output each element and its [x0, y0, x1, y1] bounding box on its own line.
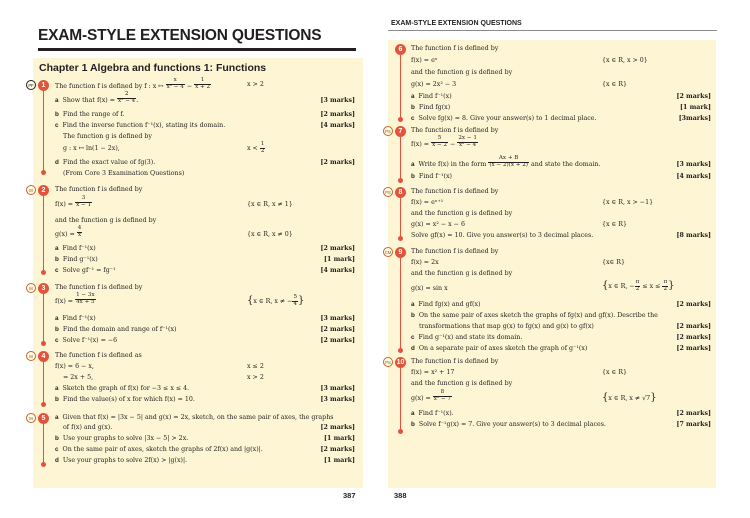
domain-condition: {x ∈ R, x > −1}	[602, 199, 654, 206]
question-line	[400, 198, 401, 238]
marks: [2 marks]	[676, 301, 711, 308]
domain-condition: {x ∈ R, x ≠ 1}	[247, 201, 293, 208]
part-b: b Find f⁻¹(x)	[411, 173, 452, 180]
marks: [2 marks]	[320, 446, 355, 453]
definition-intro: and the function g is defined by	[411, 270, 513, 277]
question-line-end	[398, 178, 403, 183]
modelling-tag-icon: M	[26, 351, 36, 361]
question-line	[400, 368, 401, 431]
part-a-cont: of f(x) and g(x).	[63, 424, 113, 431]
marks: [8 marks]	[676, 232, 711, 239]
marks: [2 marks]	[320, 111, 355, 118]
domain-condition: {x ∈ R, x > 0}	[602, 57, 648, 64]
problem-solving-tag-icon: PS	[383, 357, 393, 367]
definition-g: g(x) = x² − x − 6	[411, 221, 465, 228]
definition-f: f(x) = eˣ⁺¹	[411, 199, 444, 206]
definition-g: g(x) = sin x	[411, 285, 448, 292]
question-stem: The function f is defined by	[411, 45, 499, 52]
question-line-end	[398, 236, 403, 241]
part-b: b Find fg(x)	[411, 104, 451, 111]
source-note: (From Core 3 Examination Questions)	[63, 170, 185, 177]
communication-tag-icon: CM	[383, 247, 393, 257]
part-a: a Find f⁻¹(x)	[55, 315, 96, 322]
definition-f: f(x) = eˣ	[411, 57, 438, 64]
marks: [3 marks]	[320, 97, 355, 104]
definition-g: g(x) = $\frac{8}{\text{x² − 7}}$	[411, 389, 451, 402]
marks: [2 marks]	[320, 159, 355, 166]
part-a: a Show that f(x) = $\frac{2}{\text{x² − 4}}$ .	[55, 91, 139, 104]
page-number: 387	[343, 491, 356, 500]
marks: [2 marks]	[676, 323, 711, 330]
marks: [2 marks]	[676, 93, 711, 100]
definition-g: g(x) = 2x² − 3	[411, 81, 457, 88]
part-d: d Find the exact value of fg(3).	[55, 159, 156, 166]
part-b: b Find the domain and range of f⁻¹(x)	[55, 326, 177, 333]
domain-condition: {x ∈ R, − $\frac{\pi}{2}$ ≤ x ≤ $\frac{\pi}{2}$ }	[602, 279, 675, 292]
part-c: c Find g⁻¹(x) and state its domain.	[411, 334, 523, 341]
part-c: c Find the inverse function f⁻¹(x), stating its domain.	[55, 122, 226, 129]
part-b: b Find the range of f.	[55, 111, 125, 118]
question-stem: The function f is defined as	[55, 352, 142, 359]
part-d: d On a separate pair of axes sketch the graph of g⁻¹(x)	[411, 345, 588, 352]
running-header: EXAM-STYLE EXTENSION QUESTIONS	[391, 20, 522, 27]
marks: [3 marks]	[676, 161, 711, 168]
header-divider	[388, 30, 717, 31]
marks: [3 marks]	[320, 396, 355, 403]
part-c: c Solve fg(x) = 8. Give your answer(s) to 1 decimal place.	[411, 115, 597, 122]
marks: [4 marks]	[320, 267, 355, 274]
marks: [4 marks]	[320, 122, 355, 129]
modelling-tag-icon: M	[26, 283, 36, 293]
domain-condition: {x ∈ R}	[602, 221, 627, 228]
problem-solving-tag-icon: PS	[383, 187, 393, 197]
question-task: Solve gf(x) = 10. Give you answer(s) to 3 decimal places.	[411, 232, 594, 239]
domain-condition: x > 2	[247, 374, 264, 381]
question-number: 7	[395, 126, 406, 137]
marks: [2 marks]	[676, 345, 711, 352]
part-a: a Find fg(x) and gf(x)	[411, 301, 481, 308]
marks: [2 marks]	[676, 410, 711, 417]
part-a: a Find f⁻¹(x).	[411, 410, 454, 417]
marks: [2 marks]	[676, 334, 711, 341]
domain-condition: x > 2	[247, 81, 264, 88]
question-line-end	[398, 429, 403, 434]
part-b: b Find the value(s) of x for which f(x) = 10.	[55, 396, 195, 403]
definition-g: g : x ↦ ln(1 − 2x),	[63, 145, 120, 152]
problem-solving-tag-icon: PS	[383, 126, 393, 136]
part-d: d Use your graphs to solve 2f(x) > |g(x)|.	[55, 457, 188, 464]
marks: [3 marks]	[320, 315, 355, 322]
modelling-tag-icon: M	[26, 185, 36, 195]
domain-condition: x ≤ 2	[247, 363, 264, 370]
marks: [3 marks]	[320, 385, 355, 392]
part-b: b Solve f⁻¹g(x) = 7. Give your answer(s) to 3 decimal places.	[411, 421, 606, 428]
question-line	[400, 55, 401, 119]
part-c: c Solve gf⁻¹ = fg⁻¹	[55, 267, 116, 274]
question-stem: The function f is defined by f : x ↦ $\frac{x}{\text{x² − 4}}$ − $\frac{1}{x + 2}$	[55, 77, 211, 90]
part-b-cont: transformations that map g(x) to fg(x) and g(x) to gf(x)	[419, 323, 594, 330]
part-b: b Find g⁻¹(x)	[55, 256, 98, 263]
question-stem: The function f is defined by	[55, 186, 143, 193]
question-stem: The function f is defined by	[55, 284, 143, 291]
question-stem: The function f is defined by	[411, 248, 499, 255]
proof-tag-icon: PF	[26, 80, 36, 90]
marks: [1 mark]	[324, 457, 355, 464]
question-number: 6	[395, 44, 406, 55]
marks: [1 mark]	[324, 435, 355, 442]
definition-intro: and the function g is defined by	[411, 380, 513, 387]
question-stem: The function f is defined by	[411, 188, 499, 195]
part-b: b On the same pair of axes sketch the graphs of fg(x) and gf(x). Describe the	[411, 312, 658, 319]
definition-f: f(x) = $\frac{1 - 3x}{4x + 5}$	[55, 292, 95, 305]
part-c: c On the same pair of axes, sketch the graphs of 2f(x) and |g(x)|.	[55, 446, 263, 453]
definition-intro: and the function g is defined by	[55, 217, 157, 224]
domain-condition: {x ∈ R}	[602, 81, 627, 88]
page-title: EXAM-STYLE EXTENSION QUESTIONS	[38, 27, 322, 44]
domain-condition: {x ∈ R, x ≠ − $\frac{5}{4}$ }	[247, 294, 305, 307]
marks: [4 marks]	[676, 173, 711, 180]
question-stem: The function f is defined by	[411, 127, 499, 134]
question-line	[400, 137, 401, 180]
modelling-tag-icon: M	[26, 413, 36, 423]
marks: [2 marks]	[320, 245, 355, 252]
definition-f: f(x) = x² + 17	[411, 369, 455, 376]
definition-intro: and the function g is defined by	[411, 69, 513, 76]
marks: [2 marks]	[320, 326, 355, 333]
domain-condition: {x ∈ R, x ≠ 0}	[247, 231, 293, 238]
question-stem: The function f is defined by	[411, 358, 499, 365]
question-number: 8	[395, 187, 406, 198]
domain-condition: {x ∈ R}	[602, 369, 627, 376]
domain-condition: x < $\frac{1}{2}$	[247, 141, 265, 154]
piece-2: = 2x + 5,	[63, 374, 94, 381]
definition-g: g(x) = $\frac{4}{x}$	[55, 225, 82, 238]
chapter-title: Chapter 1 Algebra and functions 1: Functions	[39, 62, 267, 74]
part-c: c Solve f⁻¹(x) = −6	[55, 337, 118, 344]
question-line-end	[398, 117, 403, 122]
marks: [7 marks]	[676, 421, 711, 428]
question-number: 3	[38, 283, 49, 294]
marks: [2 marks]	[320, 337, 355, 344]
definition-intro: and the function g is defined by	[411, 210, 513, 217]
marks: [3marks]	[678, 115, 711, 122]
marks: [1 mark]	[680, 104, 711, 111]
domain-condition: {x ∈ R, x ≠ √7}	[602, 392, 657, 403]
definition-f: f(x) = $\frac{3}{x - 1}$	[55, 195, 92, 208]
part-a: a Find f⁻¹(x)	[55, 245, 96, 252]
part-a: a Given that f(x) = |3x − 5| and g(x) = 2x, sketch, on the same pair of axes, the graphs	[55, 414, 334, 421]
part-b: b Use your graphs to solve |3x − 5| > 2x.	[55, 435, 189, 442]
page-number: 388	[394, 491, 407, 500]
question-number: 1	[38, 80, 49, 91]
domain-condition: {x∈ R}	[602, 259, 625, 266]
definition-intro: The function g is defined by	[63, 133, 152, 140]
part-a: a Write f(x) in the form $\frac{Ax + B}{(x - 2)(x + 2)}$ and state the domain.	[411, 155, 601, 168]
marks: [2 marks]	[320, 424, 355, 431]
piece-1: f(x) = 6 − x,	[55, 363, 94, 370]
question-number: 5	[38, 413, 49, 424]
definition-f: f(x) = 2x	[411, 259, 439, 266]
question-line	[400, 258, 401, 350]
question-number: 10	[396, 359, 405, 366]
question-number: 4	[38, 351, 49, 362]
question-line-end	[398, 348, 403, 353]
definition-f: f(x) = $\frac{5}{x - 2}$ − $\frac{2x - 1}{\text{x² − 4}}$	[411, 135, 477, 148]
marks: [1 mark]	[324, 256, 355, 263]
part-a: a Find f⁻¹(x)	[411, 93, 452, 100]
part-a: a Sketch the graph of f(x) for −3 ≤ x ≤ 4.	[55, 385, 190, 392]
question-number: 9	[395, 247, 406, 258]
question-number: 2	[38, 185, 49, 196]
